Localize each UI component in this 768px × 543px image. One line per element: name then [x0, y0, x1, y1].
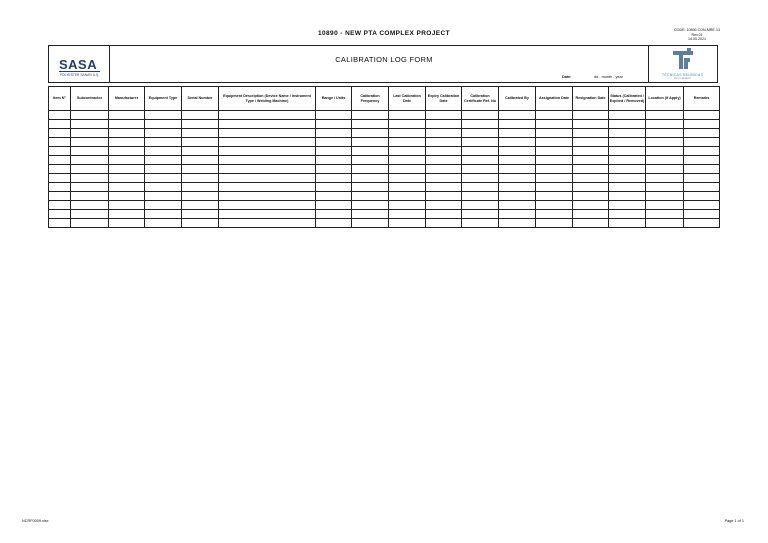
table-cell[interactable] [49, 183, 71, 192]
table-cell[interactable] [684, 120, 720, 129]
document-code-block [674, 28, 720, 42]
table-cell[interactable] [499, 138, 536, 147]
table-cell[interactable] [219, 174, 316, 183]
column-header-manufacturer: Manufacturer [109, 87, 145, 111]
table-cell[interactable] [426, 120, 462, 129]
table-cell[interactable] [219, 210, 316, 219]
table-cell[interactable] [145, 165, 182, 174]
table-cell[interactable] [71, 129, 109, 138]
table-cell[interactable] [573, 183, 609, 192]
table-cell[interactable] [646, 210, 684, 219]
table-cell[interactable] [49, 129, 71, 138]
table-cell[interactable] [462, 174, 499, 183]
table-cell[interactable] [182, 201, 219, 210]
table-cell[interactable] [573, 129, 609, 138]
column-header-equipment-type: Equipment Type [145, 87, 182, 111]
table-cell[interactable] [352, 192, 389, 201]
column-header-resignation-date: Resignation Date [573, 87, 609, 111]
document-revision: Rev.01 [691, 32, 703, 37]
table-cell[interactable] [609, 201, 646, 210]
table-cell[interactable] [71, 174, 109, 183]
table-cell[interactable] [109, 138, 145, 147]
table-cell[interactable] [499, 156, 536, 165]
table-cell[interactable] [389, 174, 426, 183]
table-cell[interactable] [389, 120, 426, 129]
table-cell[interactable] [573, 147, 609, 156]
table-cell[interactable] [316, 174, 352, 183]
table-cell[interactable] [646, 147, 684, 156]
table-cell[interactable] [389, 210, 426, 219]
column-header-item-no: Item N° [49, 87, 71, 111]
table-cell[interactable] [352, 129, 389, 138]
table-cell[interactable] [646, 120, 684, 129]
table-cell[interactable] [499, 120, 536, 129]
table-cell[interactable] [646, 138, 684, 147]
table-cell[interactable] [573, 165, 609, 174]
table-cell[interactable] [49, 111, 71, 120]
table-cell[interactable] [684, 174, 720, 183]
column-header-calibration-frequency: Calibration Frequency [352, 87, 389, 111]
table-cell[interactable] [426, 210, 462, 219]
table-row [49, 129, 720, 138]
table-cell[interactable] [49, 147, 71, 156]
table-cell[interactable] [316, 129, 352, 138]
form-title: CALIBRATION LOG FORM [335, 55, 433, 64]
table-cell[interactable] [426, 201, 462, 210]
table-cell[interactable] [536, 174, 573, 183]
column-header-serial-number: Serial Number [182, 87, 219, 111]
table-cell[interactable] [426, 138, 462, 147]
table-cell[interactable] [609, 183, 646, 192]
table-cell[interactable] [462, 210, 499, 219]
table-cell[interactable] [219, 129, 316, 138]
table-cell[interactable] [71, 192, 109, 201]
table-cell[interactable] [389, 129, 426, 138]
table-cell[interactable] [316, 192, 352, 201]
table-cell[interactable] [646, 111, 684, 120]
project-title: 10890 - NEW PTA COMPLEX PROJECT [318, 30, 450, 37]
table-cell[interactable] [352, 147, 389, 156]
table-cell[interactable] [426, 147, 462, 156]
table-cell[interactable] [145, 192, 182, 201]
table-cell[interactable] [684, 138, 720, 147]
table-row [49, 210, 720, 219]
table-cell[interactable] [426, 156, 462, 165]
table-cell[interactable] [536, 111, 573, 120]
table-cell[interactable] [536, 120, 573, 129]
table-cell[interactable] [536, 129, 573, 138]
table-cell[interactable] [182, 129, 219, 138]
table-cell[interactable] [145, 138, 182, 147]
table-row [49, 183, 720, 192]
table-cell[interactable] [389, 201, 426, 210]
column-header-status: Status (Calibrated / Expired / Removed) [609, 87, 646, 111]
table-cell[interactable] [182, 192, 219, 201]
table-cell[interactable] [646, 201, 684, 210]
table-cell[interactable] [462, 165, 499, 174]
table-row [49, 156, 720, 165]
table-cell[interactable] [426, 111, 462, 120]
table-cell[interactable] [536, 219, 573, 228]
column-header-assignation-date: Assignation Date [536, 87, 573, 111]
table-cell[interactable] [609, 165, 646, 174]
table-cell[interactable] [352, 165, 389, 174]
table-cell[interactable] [352, 183, 389, 192]
table-cell[interactable] [182, 111, 219, 120]
table-cell[interactable] [426, 183, 462, 192]
table-cell[interactable] [609, 129, 646, 138]
table-cell[interactable] [426, 219, 462, 228]
table-cell[interactable] [109, 165, 145, 174]
table-row [49, 165, 720, 174]
table-cell[interactable] [182, 165, 219, 174]
table-cell[interactable] [71, 111, 109, 120]
table-cell[interactable] [536, 147, 573, 156]
column-header-remarks: Remarks [684, 87, 720, 111]
table-cell[interactable] [462, 156, 499, 165]
table-row [49, 174, 720, 183]
table-cell[interactable] [499, 210, 536, 219]
table-cell[interactable] [219, 111, 316, 120]
table-row [49, 120, 720, 129]
table-cell[interactable] [182, 138, 219, 147]
table-cell[interactable] [109, 183, 145, 192]
table-cell[interactable] [71, 219, 109, 228]
table-cell[interactable] [684, 147, 720, 156]
table-cell[interactable] [182, 147, 219, 156]
table-cell[interactable] [145, 201, 182, 210]
table-cell[interactable] [499, 174, 536, 183]
table-cell[interactable] [609, 111, 646, 120]
table-cell[interactable] [573, 120, 609, 129]
table-cell[interactable] [316, 183, 352, 192]
table-cell[interactable] [182, 210, 219, 219]
table-cell[interactable] [609, 219, 646, 228]
table-cell[interactable] [684, 183, 720, 192]
table-cell[interactable] [389, 192, 426, 201]
table-cell[interactable] [352, 174, 389, 183]
table-cell[interactable] [426, 129, 462, 138]
table-cell[interactable] [71, 138, 109, 147]
table-cell[interactable] [646, 156, 684, 165]
column-header-calibrated-by: Calibrated By [499, 87, 536, 111]
tecnicas-reunidas-name: TÉCNICAS REUNIDAS [661, 73, 704, 77]
table-cell[interactable] [352, 138, 389, 147]
table-cell[interactable] [573, 111, 609, 120]
table-cell[interactable] [145, 111, 182, 120]
table-cell[interactable] [684, 210, 720, 219]
table-cell[interactable] [684, 156, 720, 165]
column-header-range-units: Range / Units [316, 87, 352, 111]
table-cell[interactable] [646, 165, 684, 174]
table-cell[interactable] [145, 174, 182, 183]
table-cell[interactable] [462, 201, 499, 210]
table-cell[interactable] [609, 156, 646, 165]
table-cell[interactable] [573, 201, 609, 210]
table-cell[interactable] [219, 165, 316, 174]
table-cell[interactable] [182, 120, 219, 129]
table-cell[interactable] [609, 138, 646, 147]
table-cell[interactable] [109, 219, 145, 228]
tecnicas-reunidas-tagline: PROCUREMENT [673, 78, 692, 80]
tecnicas-reunidas-logo [648, 46, 717, 82]
table-cell[interactable] [182, 174, 219, 183]
table-cell[interactable] [71, 201, 109, 210]
table-cell[interactable] [499, 165, 536, 174]
table-cell[interactable] [609, 147, 646, 156]
table-cell[interactable] [426, 192, 462, 201]
table-cell[interactable] [499, 147, 536, 156]
table-cell[interactable] [109, 174, 145, 183]
table-cell[interactable] [316, 201, 352, 210]
column-header-expiry-calibration-date: Expiry Calibration Date [426, 87, 462, 111]
table-row [49, 111, 720, 120]
table-cell[interactable] [145, 129, 182, 138]
sasa-logo-subtitle: POLYESTER SANAYI A.Ş. [59, 73, 100, 77]
table-cell[interactable] [646, 174, 684, 183]
column-header-subcontractor: Subcontractor [71, 87, 109, 111]
footer-filename: NCRF0009.xlsx [22, 519, 49, 523]
table-cell[interactable] [536, 183, 573, 192]
table-cell[interactable] [71, 165, 109, 174]
table-cell[interactable] [49, 174, 71, 183]
table-cell[interactable] [684, 201, 720, 210]
sasa-logo-text: SASA [59, 57, 98, 72]
table-cell[interactable] [499, 192, 536, 201]
table-cell[interactable] [389, 156, 426, 165]
table-cell[interactable] [536, 210, 573, 219]
date-value[interactable]: dd - month - year [594, 75, 623, 79]
sasa-logo [49, 46, 110, 82]
table-cell[interactable] [426, 165, 462, 174]
table-cell[interactable] [316, 147, 352, 156]
table-cell[interactable] [389, 183, 426, 192]
table-cell[interactable] [352, 156, 389, 165]
table-cell[interactable] [573, 210, 609, 219]
table-cell[interactable] [462, 138, 499, 147]
table-cell[interactable] [389, 219, 426, 228]
table-cell[interactable] [71, 210, 109, 219]
column-header-certificate-ref: Calibration Certificate Ref. No [462, 87, 499, 111]
table-cell[interactable] [462, 147, 499, 156]
tecnicas-reunidas-logo-icon [671, 48, 695, 72]
table-cell[interactable] [109, 156, 145, 165]
table-cell[interactable] [536, 138, 573, 147]
table-row [49, 138, 720, 147]
table-cell[interactable] [109, 192, 145, 201]
column-header-equipment-description: Equipment Description (Device Name / Instrument Type / Welding Machine) [219, 87, 316, 111]
column-header-last-calibration-date: Last Calibration Date [389, 87, 426, 111]
table-cell[interactable] [49, 210, 71, 219]
calibration-log-table [48, 86, 720, 228]
table-cell[interactable] [219, 138, 316, 147]
table-cell[interactable] [609, 174, 646, 183]
table-cell[interactable] [316, 219, 352, 228]
table-cell[interactable] [462, 111, 499, 120]
table-cell[interactable] [182, 219, 219, 228]
table-cell[interactable] [316, 210, 352, 219]
table-cell[interactable] [219, 192, 316, 201]
document-code: CODE: 10890-CON-MRE-13 [674, 28, 720, 32]
table-cell[interactable] [71, 120, 109, 129]
table-row [49, 147, 720, 156]
table-cell[interactable] [389, 147, 426, 156]
table-cell[interactable] [109, 201, 145, 210]
table-cell[interactable] [499, 219, 536, 228]
table-cell[interactable] [462, 219, 499, 228]
table-cell[interactable] [536, 156, 573, 165]
table-cell[interactable] [389, 111, 426, 120]
table-body [49, 111, 720, 228]
table-cell[interactable] [573, 138, 609, 147]
table-cell[interactable] [109, 129, 145, 138]
table-cell[interactable] [352, 219, 389, 228]
table-cell[interactable] [219, 156, 316, 165]
table-cell[interactable] [573, 192, 609, 201]
table-cell[interactable] [684, 192, 720, 201]
table-cell[interactable] [684, 165, 720, 174]
table-cell[interactable] [71, 183, 109, 192]
table-cell[interactable] [145, 120, 182, 129]
table-row [49, 201, 720, 210]
table-cell[interactable] [684, 111, 720, 120]
table-cell[interactable] [219, 201, 316, 210]
table-cell[interactable] [646, 129, 684, 138]
table-cell[interactable] [49, 192, 71, 201]
table-cell[interactable] [499, 183, 536, 192]
table-row [49, 219, 720, 228]
table-cell[interactable] [646, 183, 684, 192]
table-cell[interactable] [609, 192, 646, 201]
table-cell[interactable] [352, 201, 389, 210]
table-cell[interactable] [684, 129, 720, 138]
table-cell[interactable] [145, 219, 182, 228]
table-cell[interactable] [145, 156, 182, 165]
table-cell[interactable] [182, 183, 219, 192]
table-cell[interactable] [49, 156, 71, 165]
form-header [48, 45, 718, 83]
table-cell[interactable] [49, 138, 71, 147]
table-cell[interactable] [219, 120, 316, 129]
table-cell[interactable] [145, 183, 182, 192]
document-date: 14.05.2021 [688, 37, 707, 42]
table-cell[interactable] [316, 138, 352, 147]
table-cell[interactable] [389, 165, 426, 174]
footer-page-number: Page 1 of 1 [724, 519, 744, 523]
table-cell[interactable] [352, 120, 389, 129]
table-cell[interactable] [316, 120, 352, 129]
table-cell[interactable] [219, 147, 316, 156]
table-cell[interactable] [646, 219, 684, 228]
table-cell[interactable] [145, 210, 182, 219]
table-row [49, 192, 720, 201]
table-cell[interactable] [316, 156, 352, 165]
table-cell[interactable] [389, 138, 426, 147]
table-cell[interactable] [219, 219, 316, 228]
table-cell[interactable] [49, 219, 71, 228]
table-cell[interactable] [462, 129, 499, 138]
table-cell[interactable] [536, 192, 573, 201]
table-cell[interactable] [462, 192, 499, 201]
table-cell[interactable] [573, 156, 609, 165]
table-cell[interactable] [646, 192, 684, 201]
table-cell[interactable] [462, 120, 499, 129]
table-cell[interactable] [573, 174, 609, 183]
table-cell[interactable] [536, 201, 573, 210]
table-cell[interactable] [49, 165, 71, 174]
table-cell[interactable] [499, 111, 536, 120]
date-label: Date: [562, 75, 572, 79]
table-cell[interactable] [684, 219, 720, 228]
table-cell[interactable] [49, 201, 71, 210]
column-header-location: Location (if Apply) [646, 87, 684, 111]
table-cell[interactable] [499, 201, 536, 210]
table-cell[interactable] [426, 174, 462, 183]
table-header-row [49, 87, 720, 111]
table-cell[interactable] [573, 219, 609, 228]
table-cell[interactable] [145, 147, 182, 156]
table-cell[interactable] [109, 120, 145, 129]
table-cell[interactable] [536, 165, 573, 174]
table-cell[interactable] [316, 165, 352, 174]
table-cell[interactable] [499, 129, 536, 138]
table-cell[interactable] [49, 120, 71, 129]
table-cell[interactable] [71, 156, 109, 165]
table-cell[interactable] [316, 111, 352, 120]
table-cell[interactable] [109, 210, 145, 219]
table-cell[interactable] [352, 111, 389, 120]
table-cell[interactable] [71, 147, 109, 156]
table-cell[interactable] [109, 111, 145, 120]
table-cell[interactable] [219, 183, 316, 192]
table-cell[interactable] [182, 156, 219, 165]
table-cell[interactable] [609, 210, 646, 219]
table-cell[interactable] [609, 120, 646, 129]
table-cell[interactable] [462, 183, 499, 192]
table-cell[interactable] [109, 147, 145, 156]
table-cell[interactable] [352, 210, 389, 219]
